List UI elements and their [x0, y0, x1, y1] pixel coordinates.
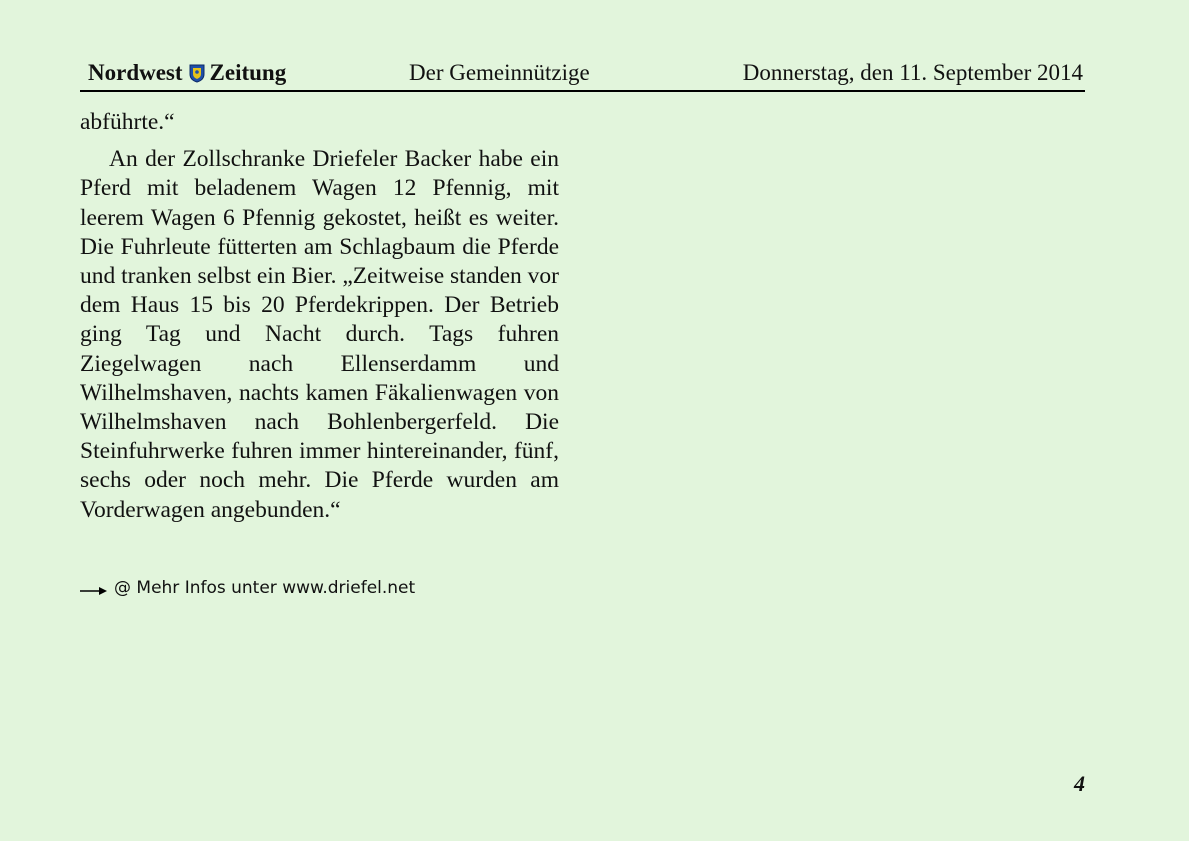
section-title: Der Gemeinnützige	[409, 60, 590, 85]
brand-right: Zeitung	[209, 60, 287, 85]
article-paragraph-1: abführte.“	[80, 109, 175, 135]
coat-of-arms-icon	[189, 64, 205, 83]
issue-date: Donnerstag, den 11. September 2014	[742, 60, 1083, 85]
article-paragraph-2: An der Zollschranke Driefeler Backer habe ein Pferd mit beladenem Wagen 12 Pfennig, mit leerem Wagen 6 Pfennig gekostet, heißt es weiter. Die Fuhrleute fütterten am Schlagbaum die Pferde und tranken selbst ein Bier. „Zeitweise standen vor dem Haus 15 bis 20 Pferdekrippen. Der Betrieb ging Tag und Nacht durch. Tags fuhren Ziegelwagen nach Ellenserdamm und Wilhelmshaven, nachts kamen Fäkalienwagen von Wilhelmshaven nach Bohlenbergerfeld. Die Steinfuhrwerke fuhren immer hintereinander, fünf, sechs oder noch mehr. Die Pferde wurden am Vorderwagen angebunden.“	[80, 146, 560, 523]
more-info-text[interactable]: @ Mehr Infos unter www.driefel.net	[114, 578, 416, 598]
page-header	[80, 56, 1085, 92]
more-info-link[interactable]	[80, 578, 415, 598]
article-body	[80, 108, 559, 525]
page-number: 4	[1074, 771, 1085, 796]
arrow-right-icon	[80, 586, 108, 596]
brand-left: Nordwest	[88, 60, 183, 85]
newspaper-brand	[88, 60, 286, 86]
